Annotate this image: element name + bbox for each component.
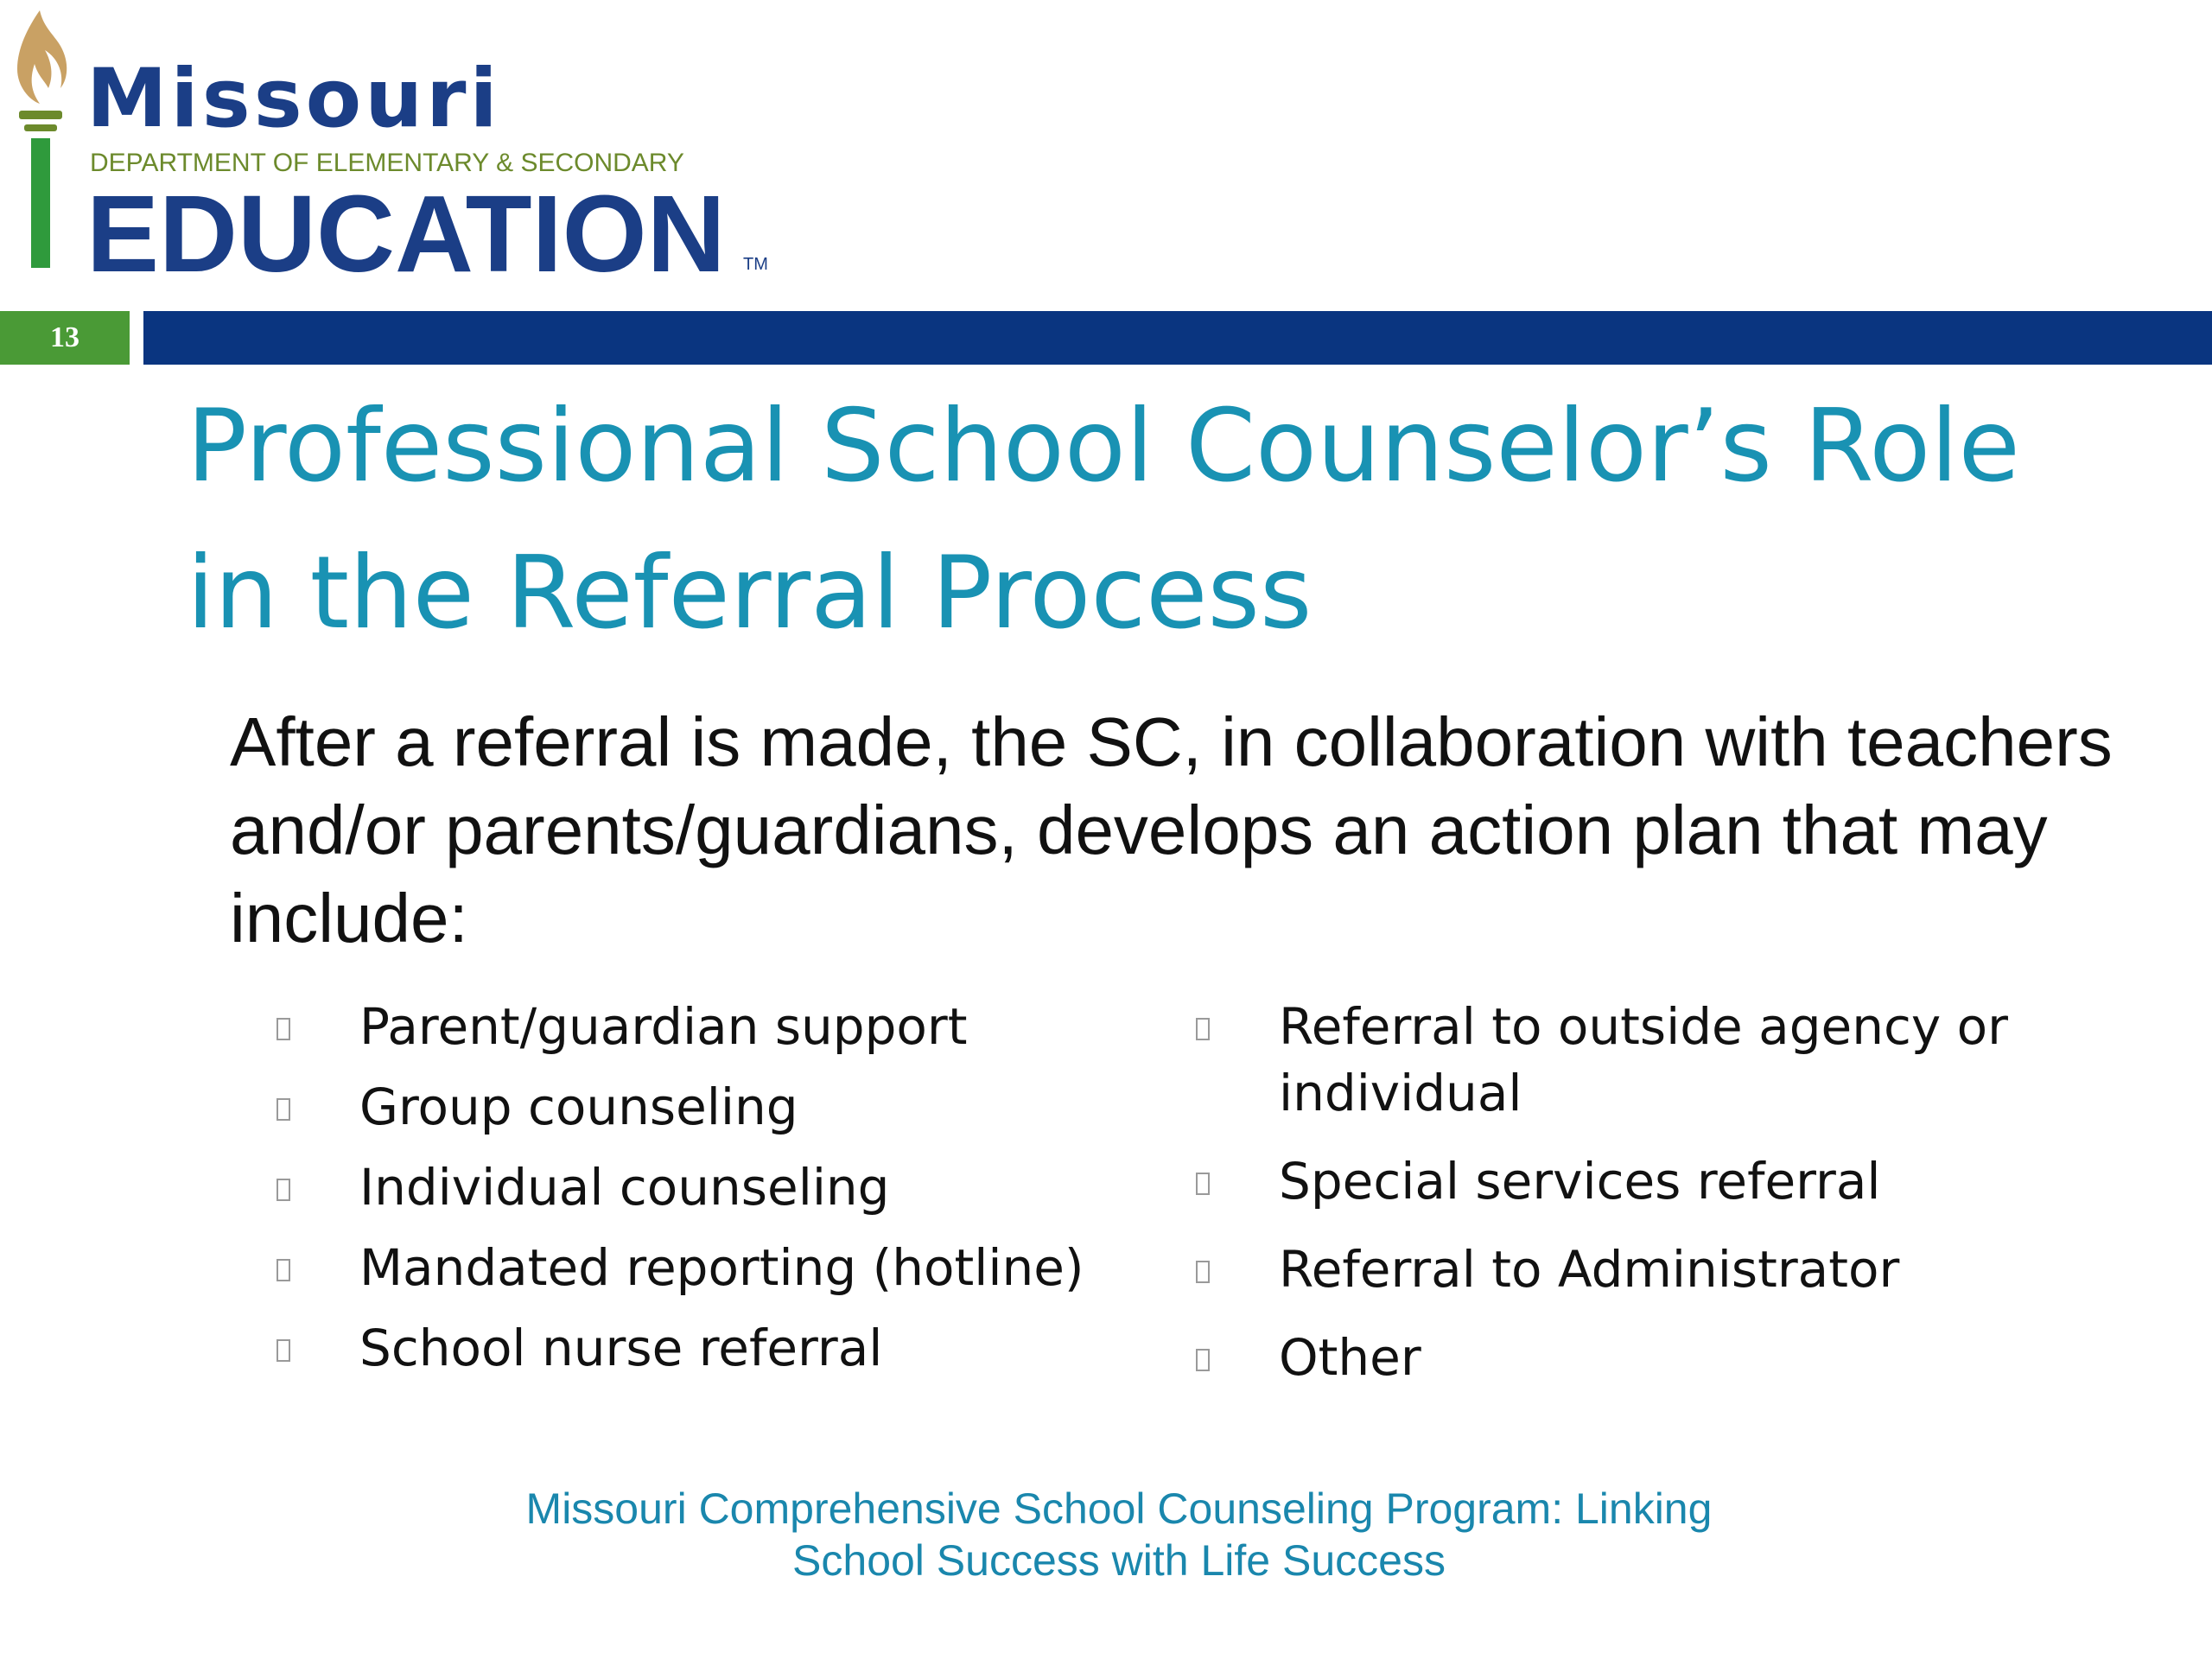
bullet-box-icon (1196, 1173, 1210, 1195)
bullet-box-icon (1196, 1261, 1210, 1283)
header-bar (143, 311, 2212, 365)
slide-number: 13 (0, 311, 130, 365)
list-item-label: School nurse referral (359, 1319, 883, 1377)
logo-education-text: EDUCATION (86, 173, 726, 295)
footer (415, 1483, 1823, 1586)
torch-icon (5, 9, 74, 276)
logo-trademark: TM (743, 255, 768, 274)
bullet-list-left (273, 994, 1172, 1395)
list-item (1192, 1325, 2108, 1391)
list-item-label: Individual counseling (359, 1158, 890, 1217)
list-item-label: Other (1279, 1328, 1421, 1387)
list-item (273, 1074, 1172, 1141)
bullet-box-icon (276, 1179, 290, 1201)
list-item (1192, 994, 2108, 1127)
list-item (273, 1154, 1172, 1221)
title-line-1: Professional School Counselor’s Role (187, 388, 2020, 505)
intro-paragraph: After a referral is made, the SC, in collaboration with teachers and/or parents/guardians, develops an action plan that may include: (230, 703, 2113, 957)
logo-missouri-text: Missouri (86, 52, 501, 146)
bullet-box-icon (1196, 1349, 1210, 1371)
list-item-label: Group counseling (359, 1077, 798, 1136)
missouri-dese-logo (0, 0, 795, 295)
title-line-2: in the Referral Process (187, 535, 1313, 652)
list-item-label: Mandated reporting (hotline) (359, 1238, 1084, 1297)
list-item (1192, 1236, 2108, 1303)
list-item-label: Parent/guardian support (359, 997, 968, 1056)
logo-department-text: DEPARTMENT OF ELEMENTARY & SECONDARY (90, 149, 684, 177)
bullet-box-icon (276, 1339, 290, 1362)
footer-line-1: Missouri Comprehensive School Counseling Program: Linking (525, 1484, 1713, 1533)
list-item-label: Referral to outside agency or individual (1279, 997, 2008, 1122)
footer-line-2: School Success with Life Success (792, 1536, 1446, 1585)
bullet-box-icon (276, 1259, 290, 1281)
list-item (1192, 1148, 2108, 1215)
list-item (273, 994, 1172, 1060)
list-item (273, 1315, 1172, 1382)
bullet-box-icon (276, 1098, 290, 1121)
bullet-box-icon (276, 1018, 290, 1040)
list-item-label: Referral to Administrator (1279, 1240, 1900, 1299)
slide-title (187, 373, 2174, 667)
bullet-list-right (1192, 994, 2108, 1413)
list-item (273, 1235, 1172, 1301)
list-item-label: Special services referral (1279, 1152, 1881, 1211)
bullet-box-icon (1196, 1018, 1210, 1040)
